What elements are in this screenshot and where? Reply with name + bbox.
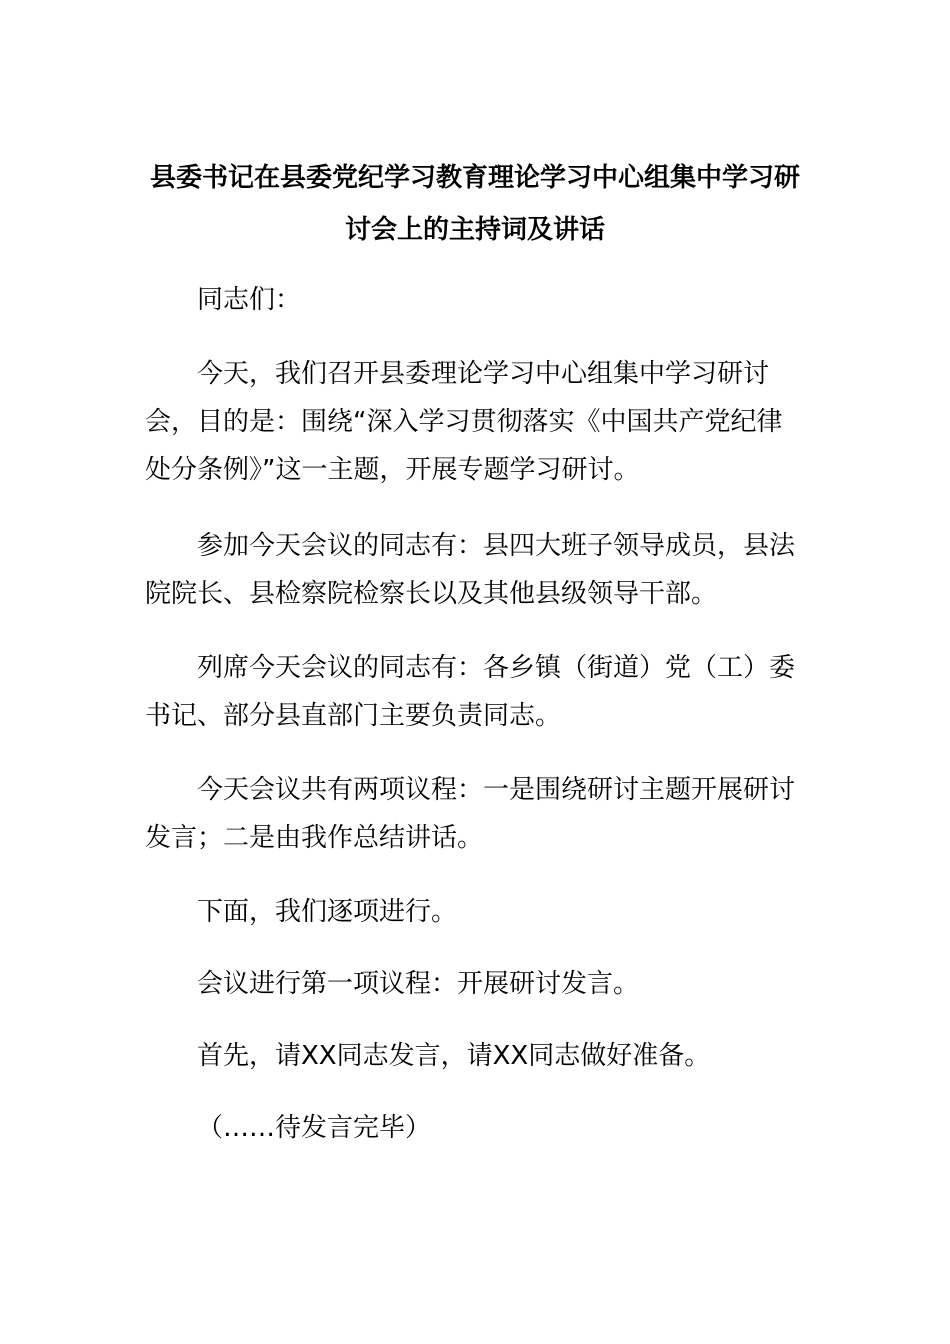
- paragraph-first-item: 会议进行第一项议程：开展研讨发言。: [197, 969, 640, 999]
- paragraph-observers: 列席今天会议的同志有：各乡镇（街道）党（工）委书记、部分县直部门主要负责同志。: [145, 653, 796, 731]
- paragraph-proceed: 下面，我们逐项进行。: [197, 897, 458, 927]
- paragraph-greeting: 同志们：: [197, 285, 302, 315]
- paragraph-purpose: 今天，我们召开县委理论学习中心组集中学习研讨会，目的是：围绕“深入学习贯彻落实《中国共产党纪律处分条例》”这一主题，开展专题学习研讨。: [145, 359, 783, 485]
- paragraph-agenda: 今天会议共有两项议程：一是围绕研讨主题开展研讨发言；二是由我作总结讲话。: [145, 775, 796, 853]
- paragraph-attendees: 参加今天会议的同志有：县四大班子领导成员，县法院院长、县检察院检察长以及其他县级领导干部。: [145, 531, 796, 609]
- paragraph-wait-note: （……待发言完毕）: [197, 1113, 432, 1143]
- paragraph-first-speaker: 首先，请XX同志发言，请XX同志做好准备。: [197, 1041, 711, 1071]
- document-title: 县委书记在县委党纪学习教育理论学习中心组集中学习研讨会上的主持词及讲话: [149, 163, 800, 245]
